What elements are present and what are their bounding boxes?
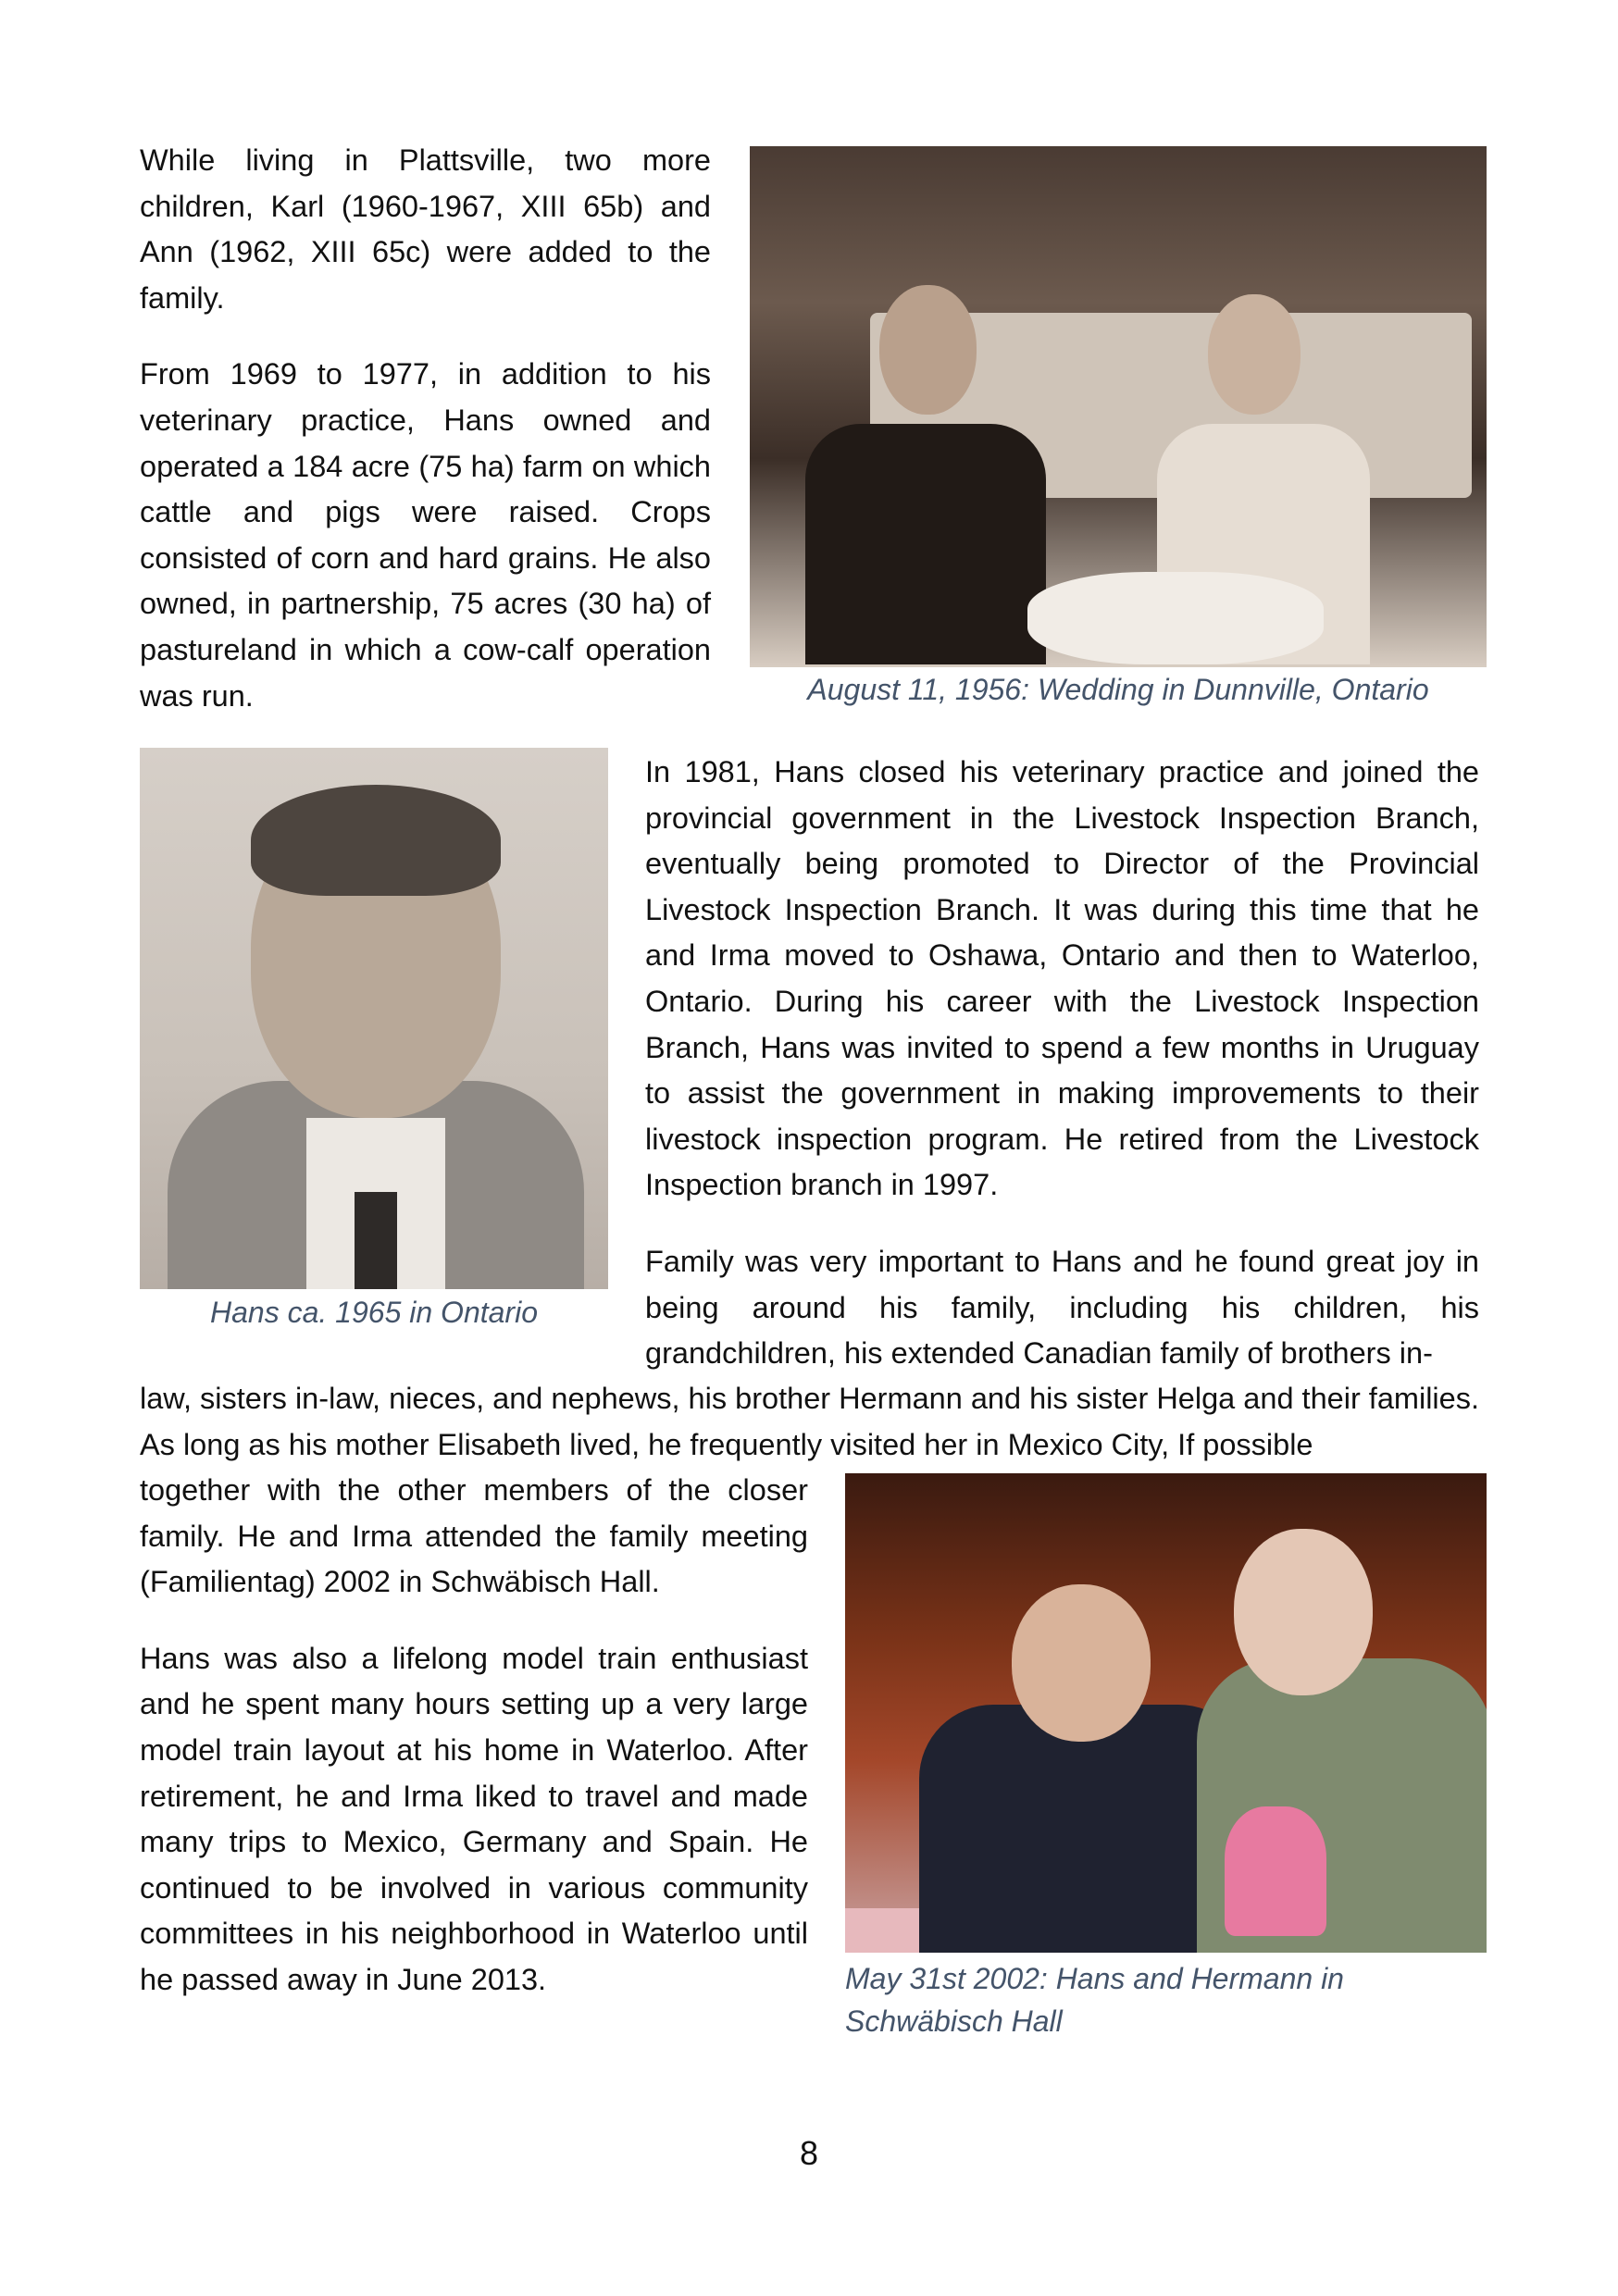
paragraph-family-end: together with the other members of the closer family. He and Irma attended the family meeting (Familientag) 2002 in Schwäbisch Hall. [140, 1473, 808, 1599]
wedding-photo-groom-head [879, 285, 977, 415]
paragraph-farm: From 1969 to 1977, in addition to his veterinary practice, Hans owned and operated a 184 acre (75 ha) farm on which cattle and pigs were raised. Crops consisted of corn and hard grains. He also owned, in partnership, 75 acres (30 ha) of pastureland in which a cow-calf operation was run. [140, 357, 711, 713]
portrait-caption: Hans ca. 1965 in Ontario [210, 1296, 538, 1329]
portrait-photo [140, 748, 608, 1289]
paragraph-block-lower-left [140, 1468, 808, 2004]
wedding-photo [750, 146, 1487, 667]
paragraph-children: While living in Plattsville, two more children, Karl (1960-1967, XIII 65b) and Ann (1962, XIII 65c) were added to the family. [140, 143, 711, 315]
wedding-photo-groom-body [805, 424, 1046, 664]
hans-hermann-photo-right-head [1234, 1529, 1373, 1695]
portrait-photo-tie [355, 1192, 397, 1289]
portrait-photo-hair [251, 785, 501, 896]
hans-hermann-photo [845, 1473, 1487, 1953]
hans-hermann-caption [845, 1957, 1487, 2042]
hans-hermann-caption-line2: Schwäbisch Hall [845, 2004, 1063, 2038]
paragraph-family-start: Family was very important to Hans and he found great joy in being around his family, including his children, his grandchildren, his extended Canadian family of brothers in- [645, 1245, 1479, 1371]
hans-hermann-photo-glass [1225, 1806, 1326, 1936]
wedding-caption: August 11, 1956: Wedding in Dunnville, Ontario [807, 673, 1429, 706]
wedding-photo-flowers [1027, 572, 1324, 664]
hans-hermann-caption-line1: May 31st 2002: Hans and Hermann in [845, 1962, 1344, 1995]
paragraph-family-middle: law, sisters in-law, nieces, and nephews, his brother Hermann and his sister Helga and their families. As long as his mother Elisabeth lived, he frequently visited her in Mexico City, If possible [140, 1382, 1479, 1461]
page-number: 8 [799, 2134, 819, 2172]
wedding-photo-bride-head [1208, 294, 1301, 415]
paragraph-block-top-left [140, 138, 711, 719]
paragraph-hobbies: Hans was also a lifelong model train enthusiast and he spent many hours setting up a very large model train layout at his home in Waterloo. After retirement, he and Irma liked to travel and made many trips to Mexico, Germany and Spain. He continued to be involved in various community committees in his neighborhood in Waterloo until he passed away in June 2013. [140, 1641, 808, 1996]
paragraph-career: In 1981, Hans closed his veterinary practice and joined the provincial government in the Livestock Inspection Branch, eventually being promoted to Director of the Provincial Livestock Inspection Branch. It was during this time that he and Irma moved to Oshawa, Ontario and then to Waterloo, Ontario. During his career with the Livestock Inspection Branch, Hans was invited to spend a few months in Uruguay to assist the government in making improvements to their livestock inspection program. He retired from the Livestock Inspection branch in 1997. [645, 755, 1479, 1202]
hans-hermann-photo-left-head [1012, 1584, 1151, 1742]
